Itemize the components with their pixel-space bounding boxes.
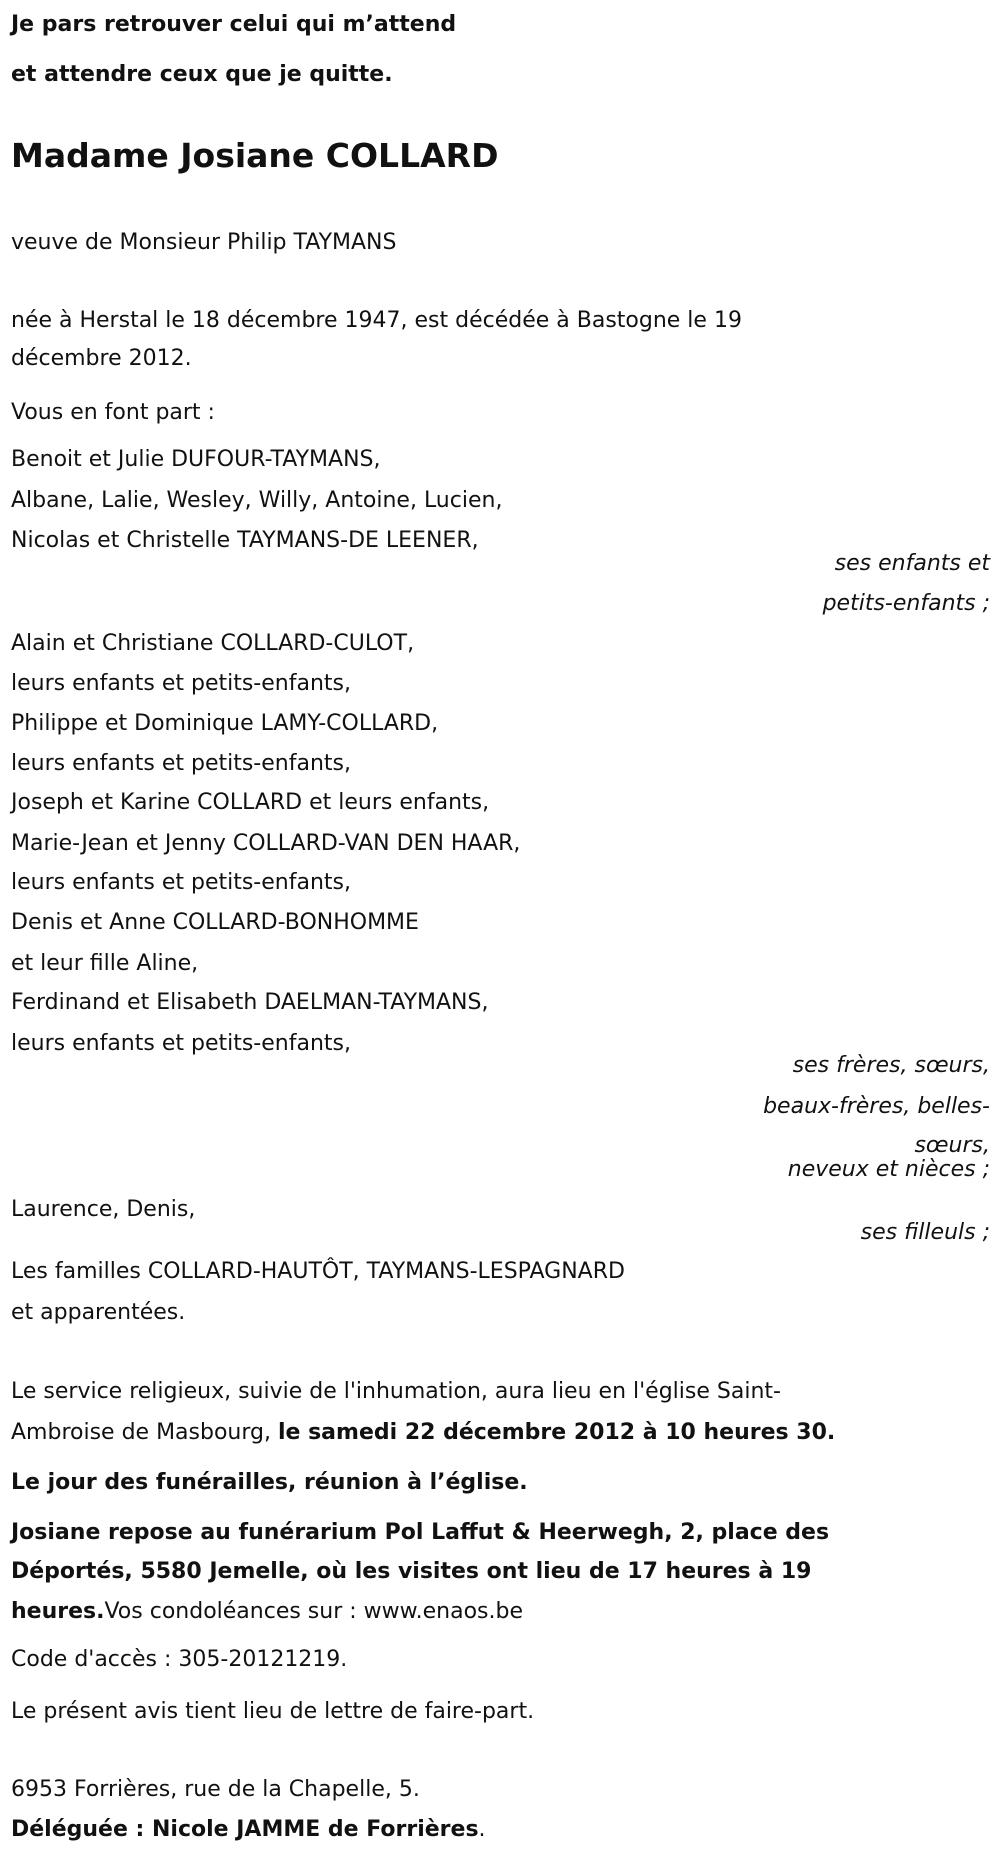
siblings-role: beaux-frères, belles- — [763, 1094, 990, 1119]
delegate-name: Déléguée : Nicole JAMME de Forrières — [11, 1817, 479, 1842]
widow-of: veuve de Monsieur Philip TAYMANS — [11, 230, 397, 255]
siblings-line: leurs enfants et petits-enfants, — [11, 870, 351, 895]
meeting-note: Le jour des funérailles, réunion à l’église. — [11, 1470, 528, 1495]
siblings-line: leurs enfants et petits-enfants, — [11, 751, 351, 776]
funeral-home-line: Déportés, 5580 Jemelle, où les visites ont lieu de 17 heures à 19 — [11, 1559, 812, 1584]
funeral-home-line — [11, 1592, 523, 1632]
children-line: Albane, Lalie, Wesley, Willy, Antoine, Lucien, — [11, 488, 503, 513]
siblings-line: Denis et Anne COLLARD-BONHOMME — [11, 910, 419, 935]
children-line: Benoit et Julie DUFOUR-TAYMANS, — [11, 447, 381, 472]
siblings-line: Philippe et Dominique LAMY-COLLARD, — [11, 711, 439, 736]
notice-text: Le présent avis tient lieu de lettre de faire-part. — [11, 1699, 535, 1724]
epigraph-line: Je pars retrouver celui qui m’attend — [11, 12, 457, 37]
deceased-name: Madame Josiane COLLARD — [11, 136, 499, 175]
condolences-link: Vos condoléances sur : www.enaos.be — [104, 1599, 523, 1624]
children-role: petits-enfants ; — [822, 591, 990, 616]
delegate — [11, 1810, 486, 1850]
godchildren: Laurence, Denis, — [11, 1197, 196, 1222]
siblings-line: leurs enfants et petits-enfants, — [11, 671, 351, 696]
godchildren-role: ses filleuls ; — [860, 1220, 990, 1245]
siblings-line: Joseph et Karine COLLARD et leurs enfants, — [11, 790, 490, 815]
families-line: et apparentées. — [11, 1300, 186, 1325]
access-code: Code d'accès : 305-20121219. — [11, 1647, 348, 1672]
birth-death-line: décembre 2012. — [11, 346, 192, 371]
announce-intro: Vous en font part : — [11, 400, 215, 425]
epigraph-line: et attendre ceux que je quitte. — [11, 62, 393, 87]
birth-death-line: née à Herstal le 18 décembre 1947, est décédée à Bastogne le 19 — [11, 308, 742, 333]
funeral-home-line: Josiane repose au funérarium Pol Laffut & Heerwegh, 2, place des — [11, 1520, 830, 1545]
siblings-role: ses frères, sœurs, — [792, 1053, 990, 1078]
children-line: Nicolas et Christelle TAYMANS-DE LEENER, — [11, 528, 479, 553]
siblings-role: sœurs, — [914, 1133, 990, 1158]
siblings-line: et leur fille Aline, — [11, 951, 199, 976]
siblings-role: neveux et nièces ; — [787, 1157, 990, 1182]
families-line: Les familles COLLARD-HAUTÔT, TAYMANS-LESPAGNARD — [11, 1259, 625, 1284]
children-role: ses enfants et — [834, 551, 990, 576]
siblings-line: Marie-Jean et Jenny COLLARD-VAN DEN HAAR, — [11, 831, 521, 856]
address: 6953 Forrières, rue de la Chapelle, 5. — [11, 1777, 420, 1802]
visit-hours-end: heures. — [11, 1599, 105, 1624]
siblings-line: leurs enfants et petits-enfants, — [11, 1031, 351, 1056]
siblings-line: Ferdinand et Elisabeth DAELMAN-TAYMANS, — [11, 990, 489, 1015]
siblings-line: Alain et Christiane COLLARD-CULOT, — [11, 631, 415, 656]
delegate-end: . — [478, 1817, 486, 1842]
service-date: le samedi 22 décembre 2012 à 10 heures 30. — [277, 1420, 836, 1445]
service-line — [11, 1413, 835, 1453]
service-place: Ambroise de Masbourg, — [11, 1420, 278, 1445]
service-line: Le service religieux, suivie de l'inhumation, aura lieu en l'église Saint- — [11, 1379, 781, 1404]
